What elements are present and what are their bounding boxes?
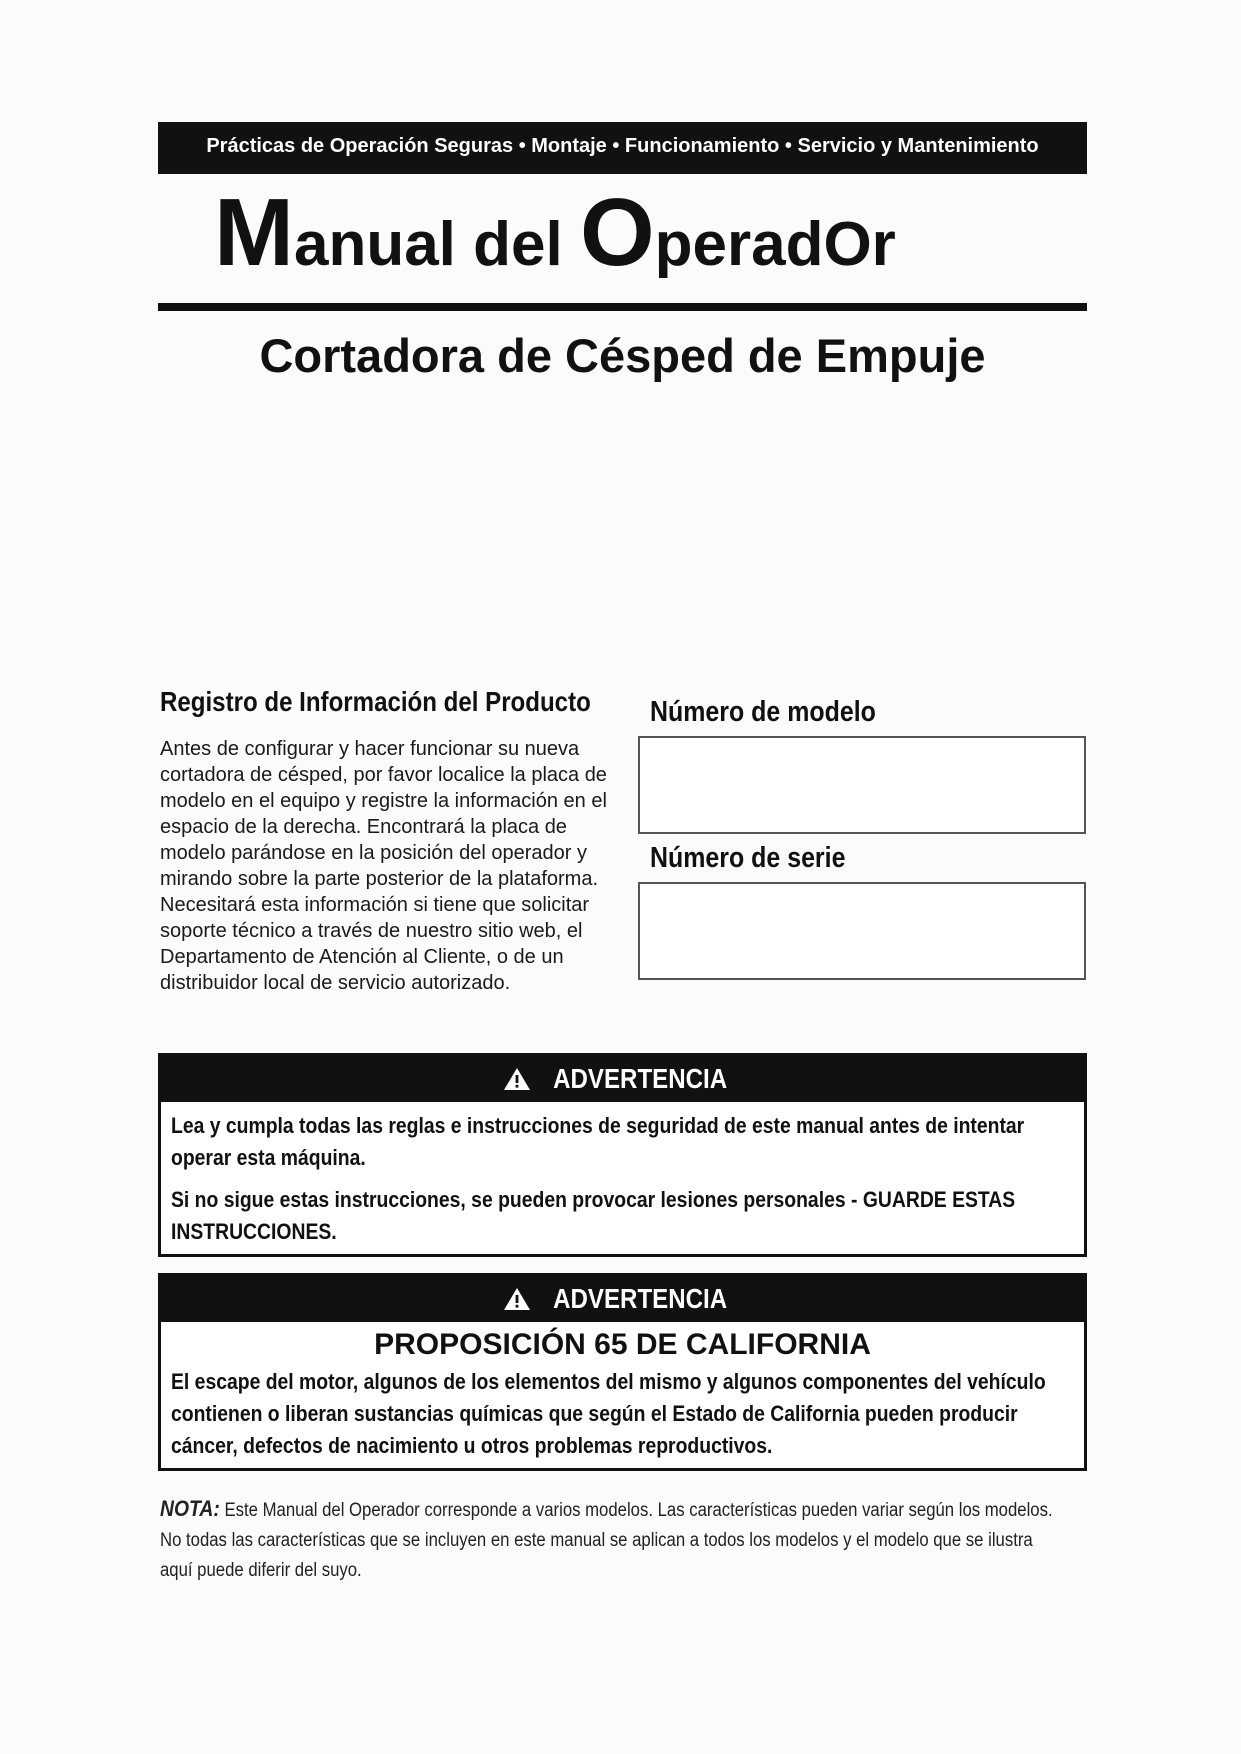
warning-triangle-icon <box>503 1067 531 1091</box>
title-part-1: anual del <box>293 210 580 279</box>
prop65-warning-box <box>158 1273 1087 1471</box>
model-number-label: Número de modelo <box>650 696 876 728</box>
note-text: Este Manual del Operador corresponde a varios modelos. Las características pueden variar según los modelos. No todas las características que se incluyen en este manual se aplican a todos los modelos y el modelo que se ilustra aquí puede diferir del suyo. <box>160 1500 1053 1581</box>
top-banner-text: Prácticas de Operación Seguras • Montaje • Funcionamiento • Servicio y Mantenimiento <box>206 135 1039 157</box>
prop65-warning-title: ADVERTENCIA <box>553 1283 728 1314</box>
warning-title: ADVERTENCIA <box>553 1063 728 1094</box>
title-cap-o: O <box>579 179 655 286</box>
top-banner <box>158 122 1087 174</box>
warning-paragraph-1: Lea y cumpla todas las reglas e instrucciones de seguridad de este manual antes de intentar operar esta máquina. <box>171 1113 1025 1170</box>
safety-warning-box <box>158 1053 1087 1257</box>
serial-number-field[interactable] <box>638 882 1086 980</box>
title-part-2: peradOr <box>654 210 896 279</box>
prop65-paragraph: El escape del motor, algunos de los elementos del mismo y algunos componentes del vehículo contienen o liberan sustancias químicas que según el Estado de California pueden producir cáncer, defectos de nacimiento u otros problemas reproductivos. <box>171 1369 1046 1458</box>
serial-number-label: Número de serie <box>650 842 846 874</box>
title-divider <box>158 303 1087 311</box>
warning-header <box>161 1056 1084 1102</box>
registration-heading: Registro de Información del Producto <box>160 686 591 717</box>
page-title <box>214 178 896 300</box>
prop65-title: PROPOSICIÓN 65 DE CALIFORNIA <box>374 1328 871 1361</box>
title-cap-m: M <box>214 179 294 286</box>
prop65-body <box>161 1366 1084 1468</box>
warning-paragraph-2: Si no sigue estas instrucciones, se pueden provocar lesiones personales - GUARDE ESTAS INSTRUCCIONES. <box>171 1187 1016 1244</box>
prop65-warning-header <box>161 1276 1084 1322</box>
model-number-field[interactable] <box>638 736 1086 834</box>
note-label: NOTA: <box>160 1496 220 1521</box>
warning-triangle-icon <box>503 1287 531 1311</box>
operator-note <box>160 1494 1066 1586</box>
product-subtitle: Cortadora de Césped de Empuje <box>259 329 986 382</box>
registration-body: Antes de configurar y hacer funcionar su nueva cortadora de césped, por favor localice la placa de modelo en el equipo y registre la información en el espacio de la derecha. Encontrará la placa de modelo parándose en la posición del operador y mirando sobre la parte posterior de la plataforma. Necesitará esta información si tiene que solicitar soporte técnico a través de nuestro sitio web, el Departamento de Atención al Cliente, o de un distribuidor local de servicio autorizado. <box>160 738 607 994</box>
warning-body <box>161 1102 1084 1254</box>
